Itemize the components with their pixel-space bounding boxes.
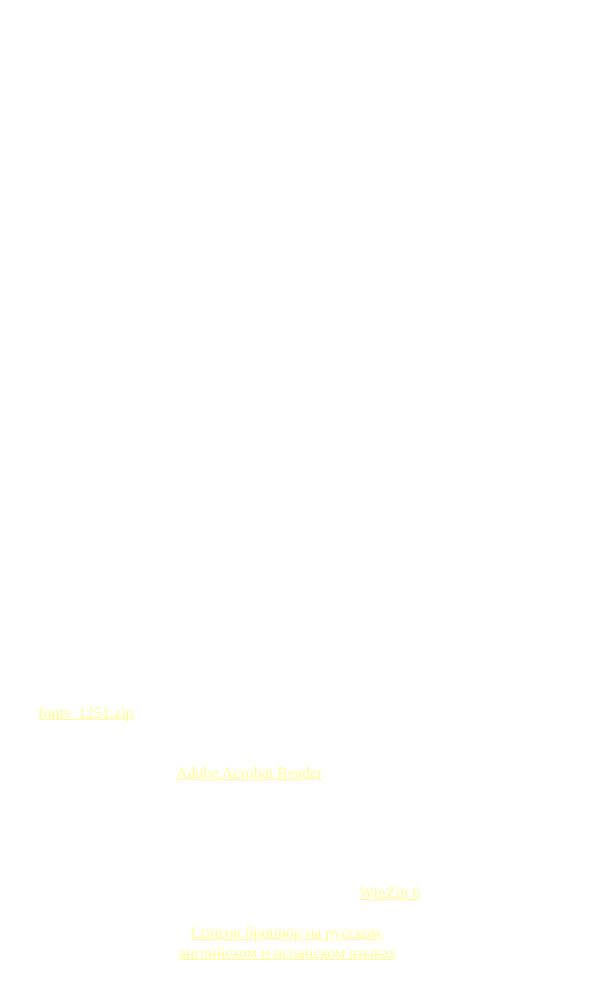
brochures-list-link-line1[interactable]: Список брошюр на русском, (190, 925, 385, 942)
acrobat-reader-link[interactable]: Adobe Acrobat Reader (176, 765, 323, 782)
brochures-list-block (150, 924, 425, 964)
winzip-link[interactable]: WinZip 6 (359, 885, 421, 902)
brochures-list-link-line2[interactable]: английском и испанском языках (178, 945, 397, 962)
fonts-download-link[interactable]: fonts_1251.zip (38, 705, 134, 722)
